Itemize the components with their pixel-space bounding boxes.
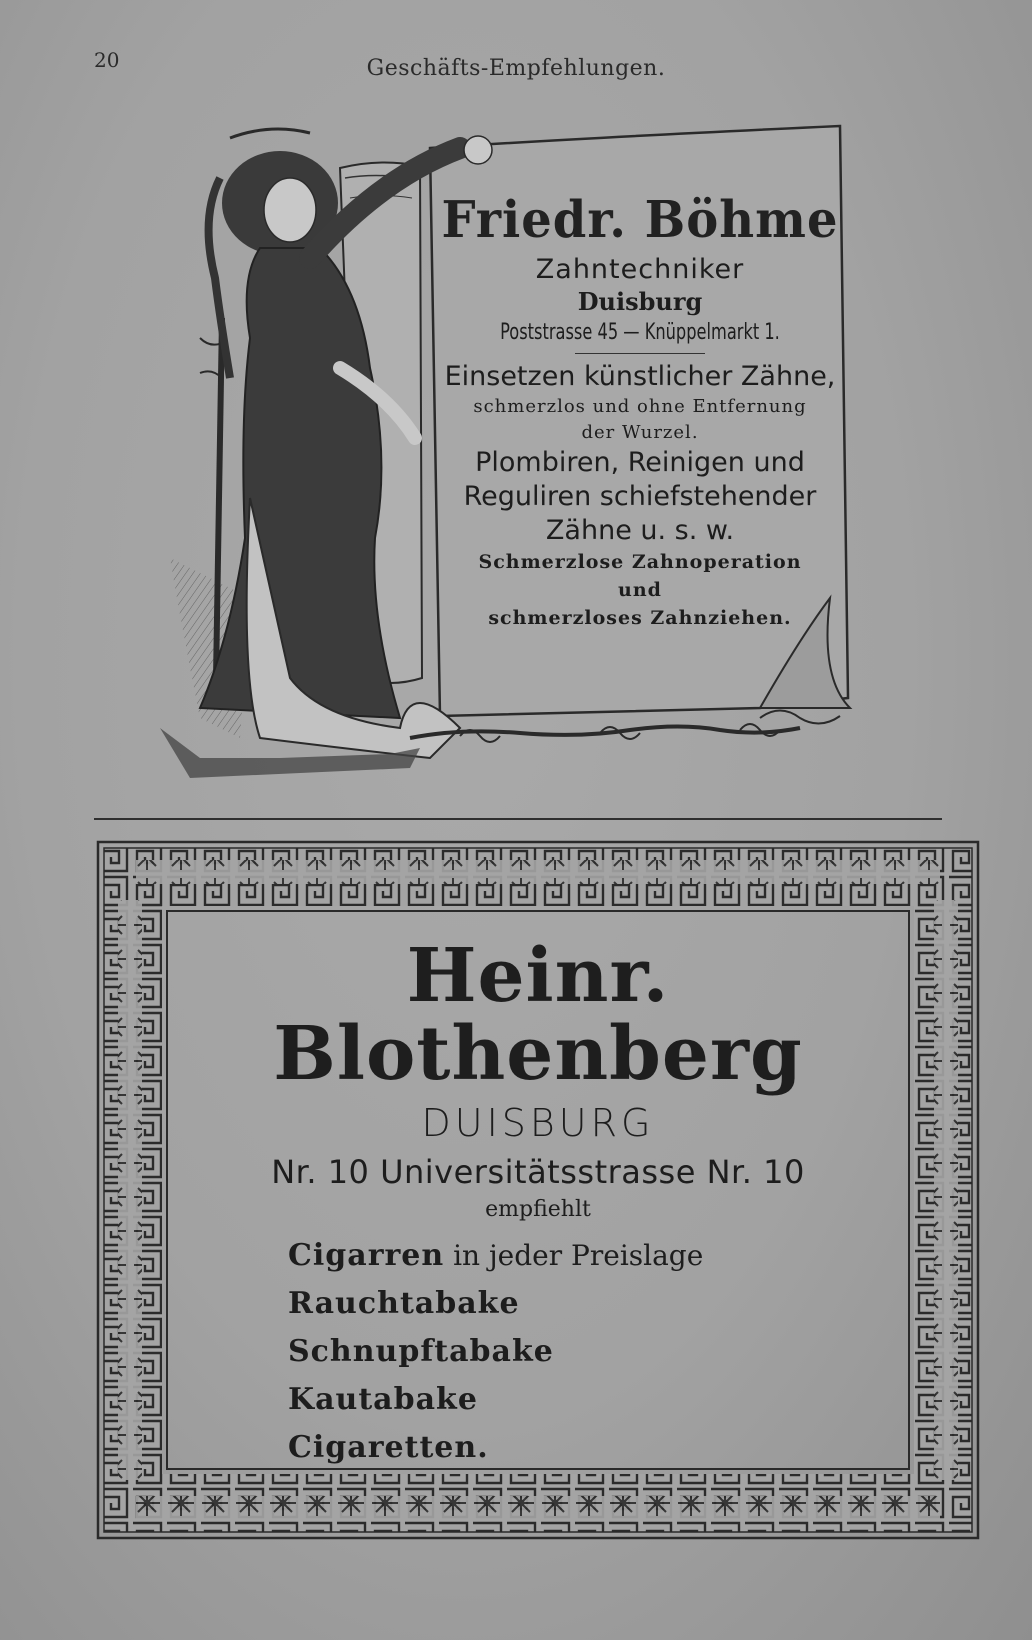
ad-dentist-line: Zähne u. s. w. (545, 515, 735, 546)
list-item: Kautabake (288, 1382, 478, 1418)
ad-dentist-text (430, 190, 850, 632)
ad-dentist-line: schmerzloses Zahnziehen. (488, 607, 792, 629)
ad-dentist-line: und (618, 579, 662, 601)
ad-dentist-line: Reguliren schiefstehender (463, 481, 817, 512)
ad-tobacco-name: Heinr. Blothenberg (273, 933, 803, 1097)
ad-dentist-name: Friedr. Böhme (441, 190, 839, 250)
ad-tobacco-panel (166, 910, 910, 1470)
ad-dentist-city: Duisburg (577, 287, 703, 316)
ad-dentist-line: Schmerzlose Zahnoperation (478, 551, 802, 573)
ad-dentist-line: Einsetzen künstlicher Zähne, (444, 361, 836, 392)
ad-dentist-line: der Wurzel. (581, 422, 699, 443)
ad-dentist-line: Plombiren, Reinigen und (475, 447, 805, 478)
ad-dentist-trade: Zahntechniker (535, 254, 745, 285)
page-number: 20 (94, 48, 120, 72)
ad-dentist-rule (575, 353, 705, 354)
ad-dentist-address: Poststrasse 45 — Knüppelmarkt 1. (500, 320, 780, 345)
ad-tobacco-address: Nr. 10 Universitätsstrasse Nr. 10 (271, 1153, 805, 1192)
ad-tobacco-product-list (288, 1232, 908, 1472)
ad-tobacco-city: DUISBURG (421, 1101, 655, 1146)
list-item: Cigaretten. (288, 1430, 489, 1466)
ad-tobacco (96, 840, 980, 1540)
ad-dentist-line: schmerzlos und ohne Entfernung (473, 396, 807, 417)
list-item: Rauchtabake (288, 1286, 520, 1322)
list-item: Schnupftabake (288, 1334, 554, 1370)
list-item: Cigarren in jeder Preislage (288, 1238, 704, 1274)
ad-tobacco-recommends: empfiehlt (485, 1197, 591, 1223)
ad-dentist (160, 118, 890, 798)
running-head: Geschäfts-Empfehlungen. (366, 56, 666, 81)
section-divider (94, 818, 942, 820)
